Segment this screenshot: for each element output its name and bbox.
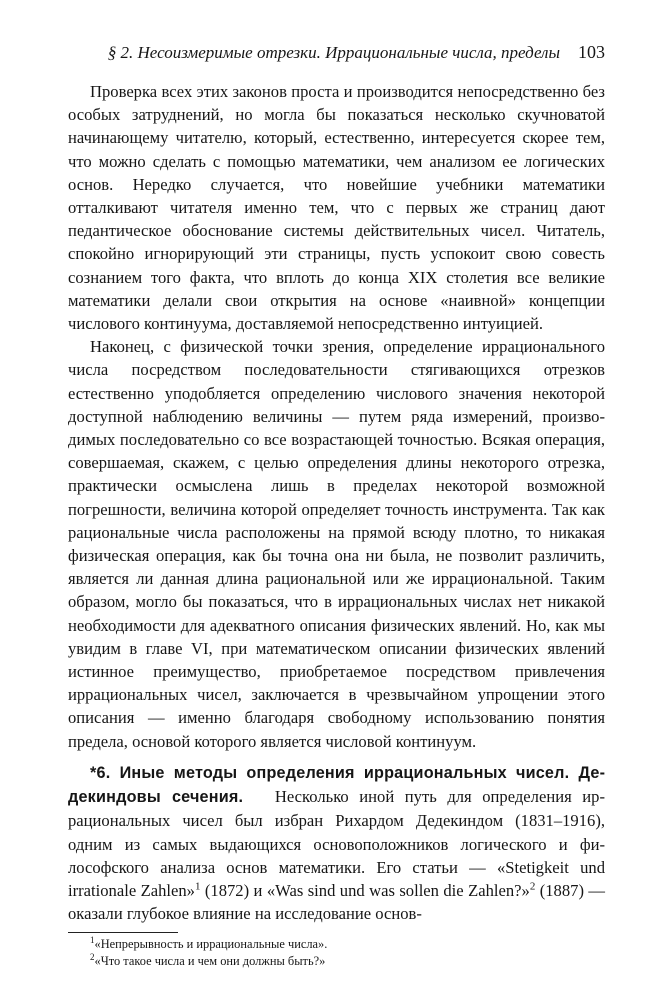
section-text-part-3: (1887) — оказали глубокое влияние на исследование основ- <box>68 880 605 924</box>
section-title: *6. Иные методы определения иррациональных чисел. Дедекиндовы сечения. <box>68 763 605 807</box>
footnote-ref-2: 2 <box>529 880 536 893</box>
footnote-ref-1: 1 <box>194 880 201 893</box>
page-number: 103 <box>578 42 605 62</box>
paragraph-1: Проверка всех этих законов проста и производится непосредственно без особых затруднений, но могла бы показаться несколько скучноватой начинающему читателю, который, естественно, интересуется скорее тем, что можно сделать с помощью математики, чем анализом ее логических основ. Нередко случается, что новейшие учебники математики отталкивают читателя именно тем, что с первых же страниц дают педантическое обоснование системы действительных чисел. Читатель, спокойно игнорирующий эти страницы, пусть успокоит свою совесть сознанием того факта, что вплоть до конца XIX столетия все великие математики делали свои открытия на основе «наивной» концепции числового континуума, доставляемой непосредственно интуицией. <box>68 82 605 334</box>
footnote-text-1: «Непрерывность и иррациональные числа». <box>94 937 328 952</box>
running-head <box>68 38 605 66</box>
paragraph-2: Наконец, с физической точки зрения, определение иррационального числа посредством последовательности стягивающихся отрезков естественно уподобляется определению числового значения некоторой доступной наблюдению величины — путем ряда измерений, производимых последовательно со все возрастающей точностью. Всякая операция, совершаемая, скажем, с целью определения длины некоторого отрезка, практически осмыслена лишь в пределах некоторой возможной погрешности, величина которой определяет точность инструмента. Так как рациональные числа расположены на прямой всюду плотно, то никакая физическая операция, как бы точна она ни была, не позволит различить, является ли данная длина рациональной или же иррациональной. Таким образом, могло бы показаться, что в иррациональных числах нет никакой необходимости для адекватного описания физических явлений. Но, как мы увидим в главе VI, при математическом описании физических явлений истинное преимущество, приобретаемое посредством привлечения иррациональных чисел, заключается в чрезвычайном упрощении этого описания — именно благодаря свободному использованию понятия предела, основой которого является числовой континуум. <box>68 337 605 751</box>
footnote-text-2: «Что такое числа и чем они должны быть?» <box>94 954 326 969</box>
footnote-marker-2: 2 <box>90 952 95 963</box>
section-text-part-2: (1872) и «Was sind und was sollen die Zahlen?» <box>200 880 530 900</box>
book-page <box>68 38 605 970</box>
section-text-part-1: Несколько иной путь для определения иррациональных чисел был избран Рихардом Дедекиндом (1831–1916), одним из самых выдающихся основоположников логического и философского анализа основ математики. Его статьи — «Stetigkeit und irrationale Zahlen» <box>68 787 605 900</box>
section-6 <box>68 761 605 925</box>
running-head-title: § 2. Несоизмеримые отрезки. Иррациональные числа, пределы <box>107 43 560 62</box>
footnote-1 <box>68 936 605 953</box>
body-text <box>68 80 605 925</box>
footnote-divider <box>68 932 178 933</box>
footnote-marker-1: 1 <box>90 935 95 946</box>
footnote-2 <box>68 953 605 970</box>
footnotes <box>68 936 605 970</box>
